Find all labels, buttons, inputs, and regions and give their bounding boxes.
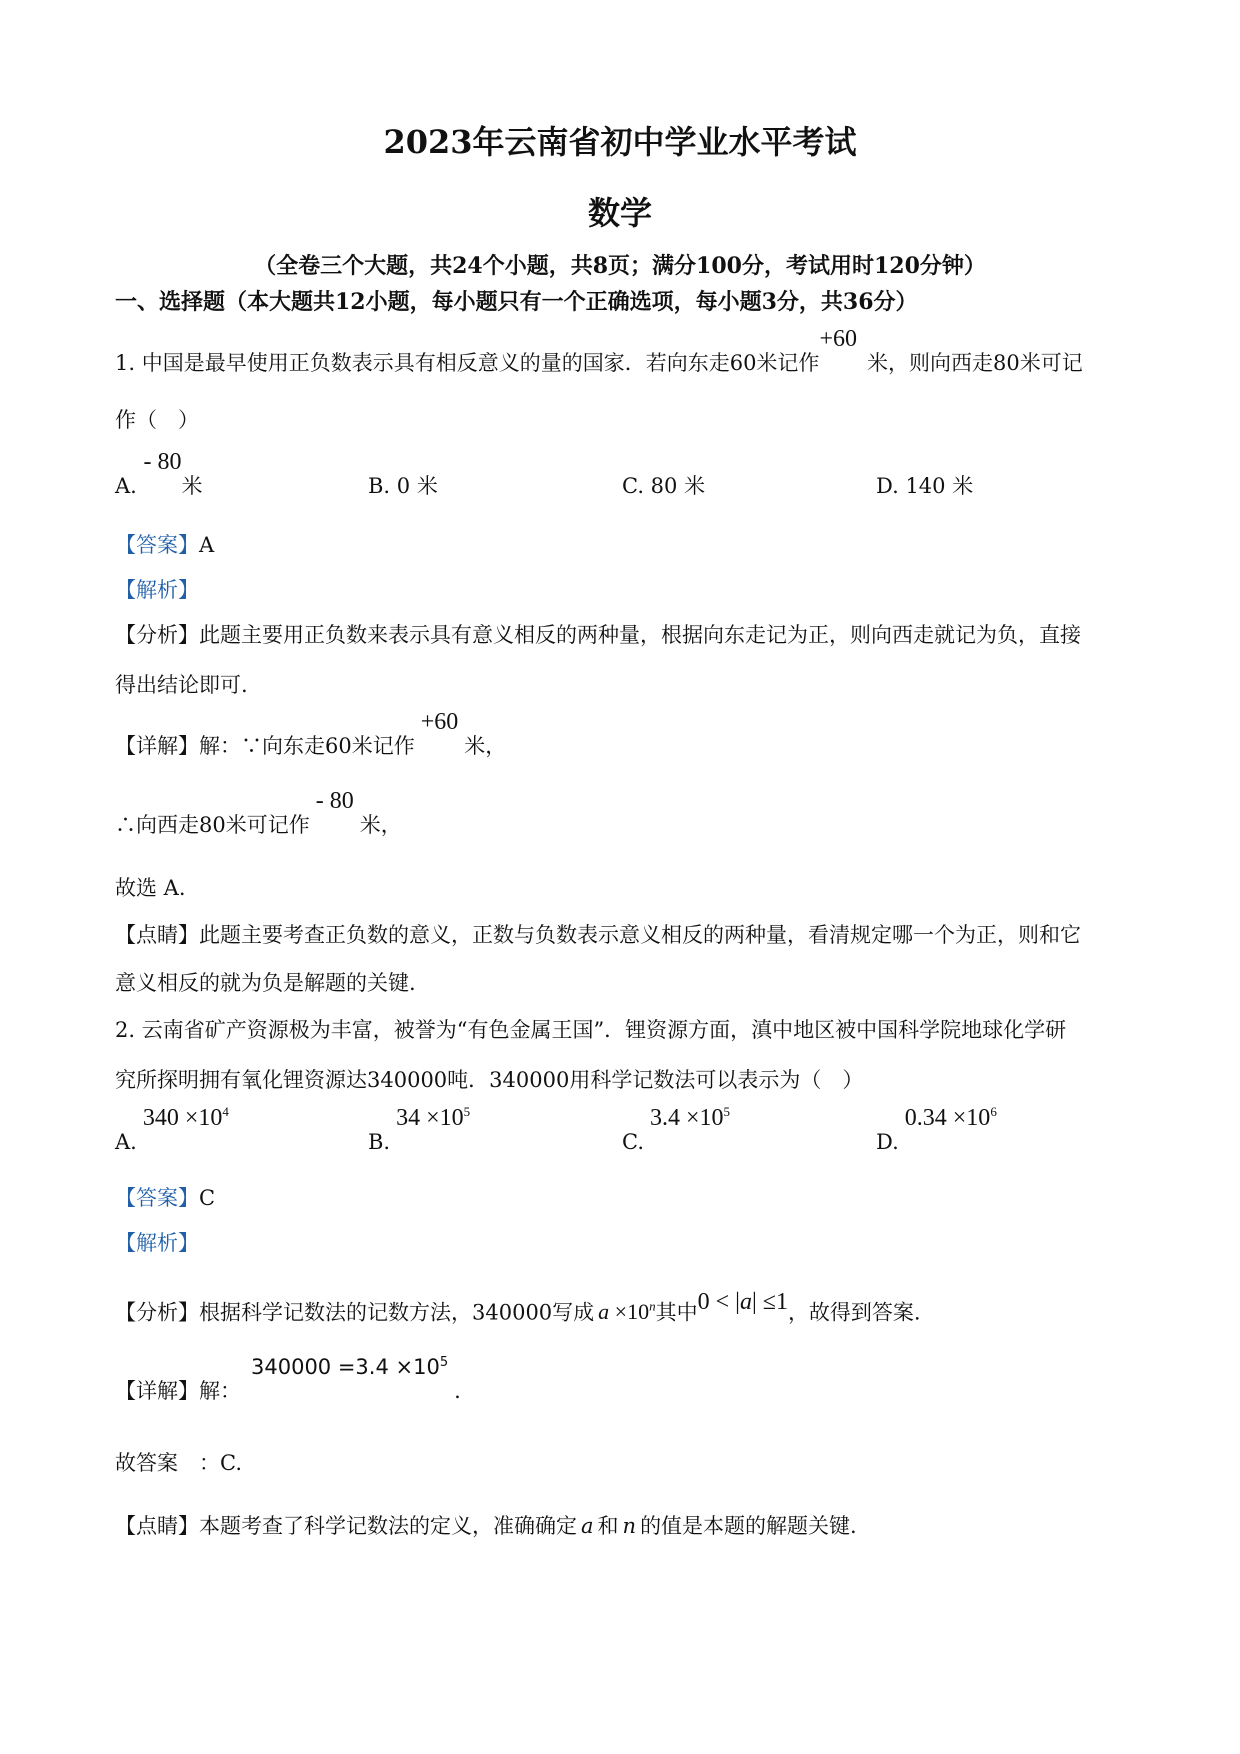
q2-guda: 故答案 ：C. <box>115 1451 242 1475</box>
math-plus60: +60 <box>819 326 857 352</box>
q2-answer: 【答案】C <box>115 1186 216 1210</box>
q1-answer: 【答案】A <box>115 533 215 557</box>
q2-option-d: $D.0.34 \times 10^6$ <box>876 1104 997 1154</box>
q2-fenxi: 【分析】根据科学记数法的记数方法，340000写成 $a \times 10^n$其中0 < |a| ≤1，故得到答案. <box>115 1289 921 1325</box>
q2-stem-line1: 2. 云南省矿产资源极为丰富，被誉为“有色金属王国”．锂资源方面，滇中地区被中国科学院地球化学研 <box>115 1018 1067 1042</box>
q1-jiexi: 【解析】 <box>115 578 199 602</box>
q1-option-d: D. 140 米 <box>876 474 974 498</box>
q1-option-c: C. 80 米 <box>622 474 706 498</box>
q2-option-a: $A.340 \times 10^4$ <box>115 1104 229 1154</box>
exam-info: （全卷三个大题，共24个小题，共8页；满分100分，考试用时120分钟） <box>254 253 986 279</box>
q1-xiangjie: 【详解】解：∵向东走60米记作+60米， <box>115 709 507 758</box>
q1-stem-line1: 1. 中国是最早使用正负数表示具有相反意义的量的国家．若向东走60米记作+60米，则向西走80米可记 <box>115 326 1083 375</box>
q2-dianjing: 【点睛】本题考查了科学记数法的定义，准确确定 a 和 n 的值是本题的解题关键. <box>115 1514 857 1538</box>
q1-stem-line2: 作（ ） <box>115 408 199 432</box>
q1-fenxi-line1: 【分析】此题主要用正负数来表示具有意义相反的两种量，根据向东走记为正，则向西走就记为负，直接 <box>115 623 1081 647</box>
exam-subject: 数学 <box>587 194 652 232</box>
q2-stem-line2: 究所探明拥有氧化锂资源达340000吨．340000用科学记数法可以表示为（ ） <box>115 1068 864 1092</box>
q1-therefore: ∴向西走80米可记作- 80米， <box>115 788 402 837</box>
q1-fenxi-line2: 得出结论即可. <box>115 673 248 697</box>
exam-title: 2023年云南省初中学业水平考试 <box>383 123 857 161</box>
q2-option-b: $B.34 \times 10^5$ <box>368 1104 471 1154</box>
q1-option-a: A. - 80米 <box>115 449 203 498</box>
q2-option-c: $C.3.4 \times 10^5$ <box>622 1104 731 1154</box>
q2-xiangjie: 【详解】解：$340000 =3.4 \times 10^5$. <box>115 1355 461 1403</box>
q2-jiexi: 【解析】 <box>115 1231 199 1255</box>
q1-dianjing-line1: 【点睛】此题主要考查正负数的意义，正数与负数表示意义相反的两种量，看清规定哪一个为正，则和它 <box>115 923 1081 947</box>
q1-option-b: B. 0 米 <box>368 474 438 498</box>
q1-guxuan: 故选 A. <box>115 876 186 900</box>
q1-dianjing-line2: 意义相反的就为负是解题的关键. <box>115 971 416 995</box>
section-title: 一、选择题（本大题共12小题，每小题只有一个正确选项，每小题3分，共36分） <box>115 289 918 315</box>
